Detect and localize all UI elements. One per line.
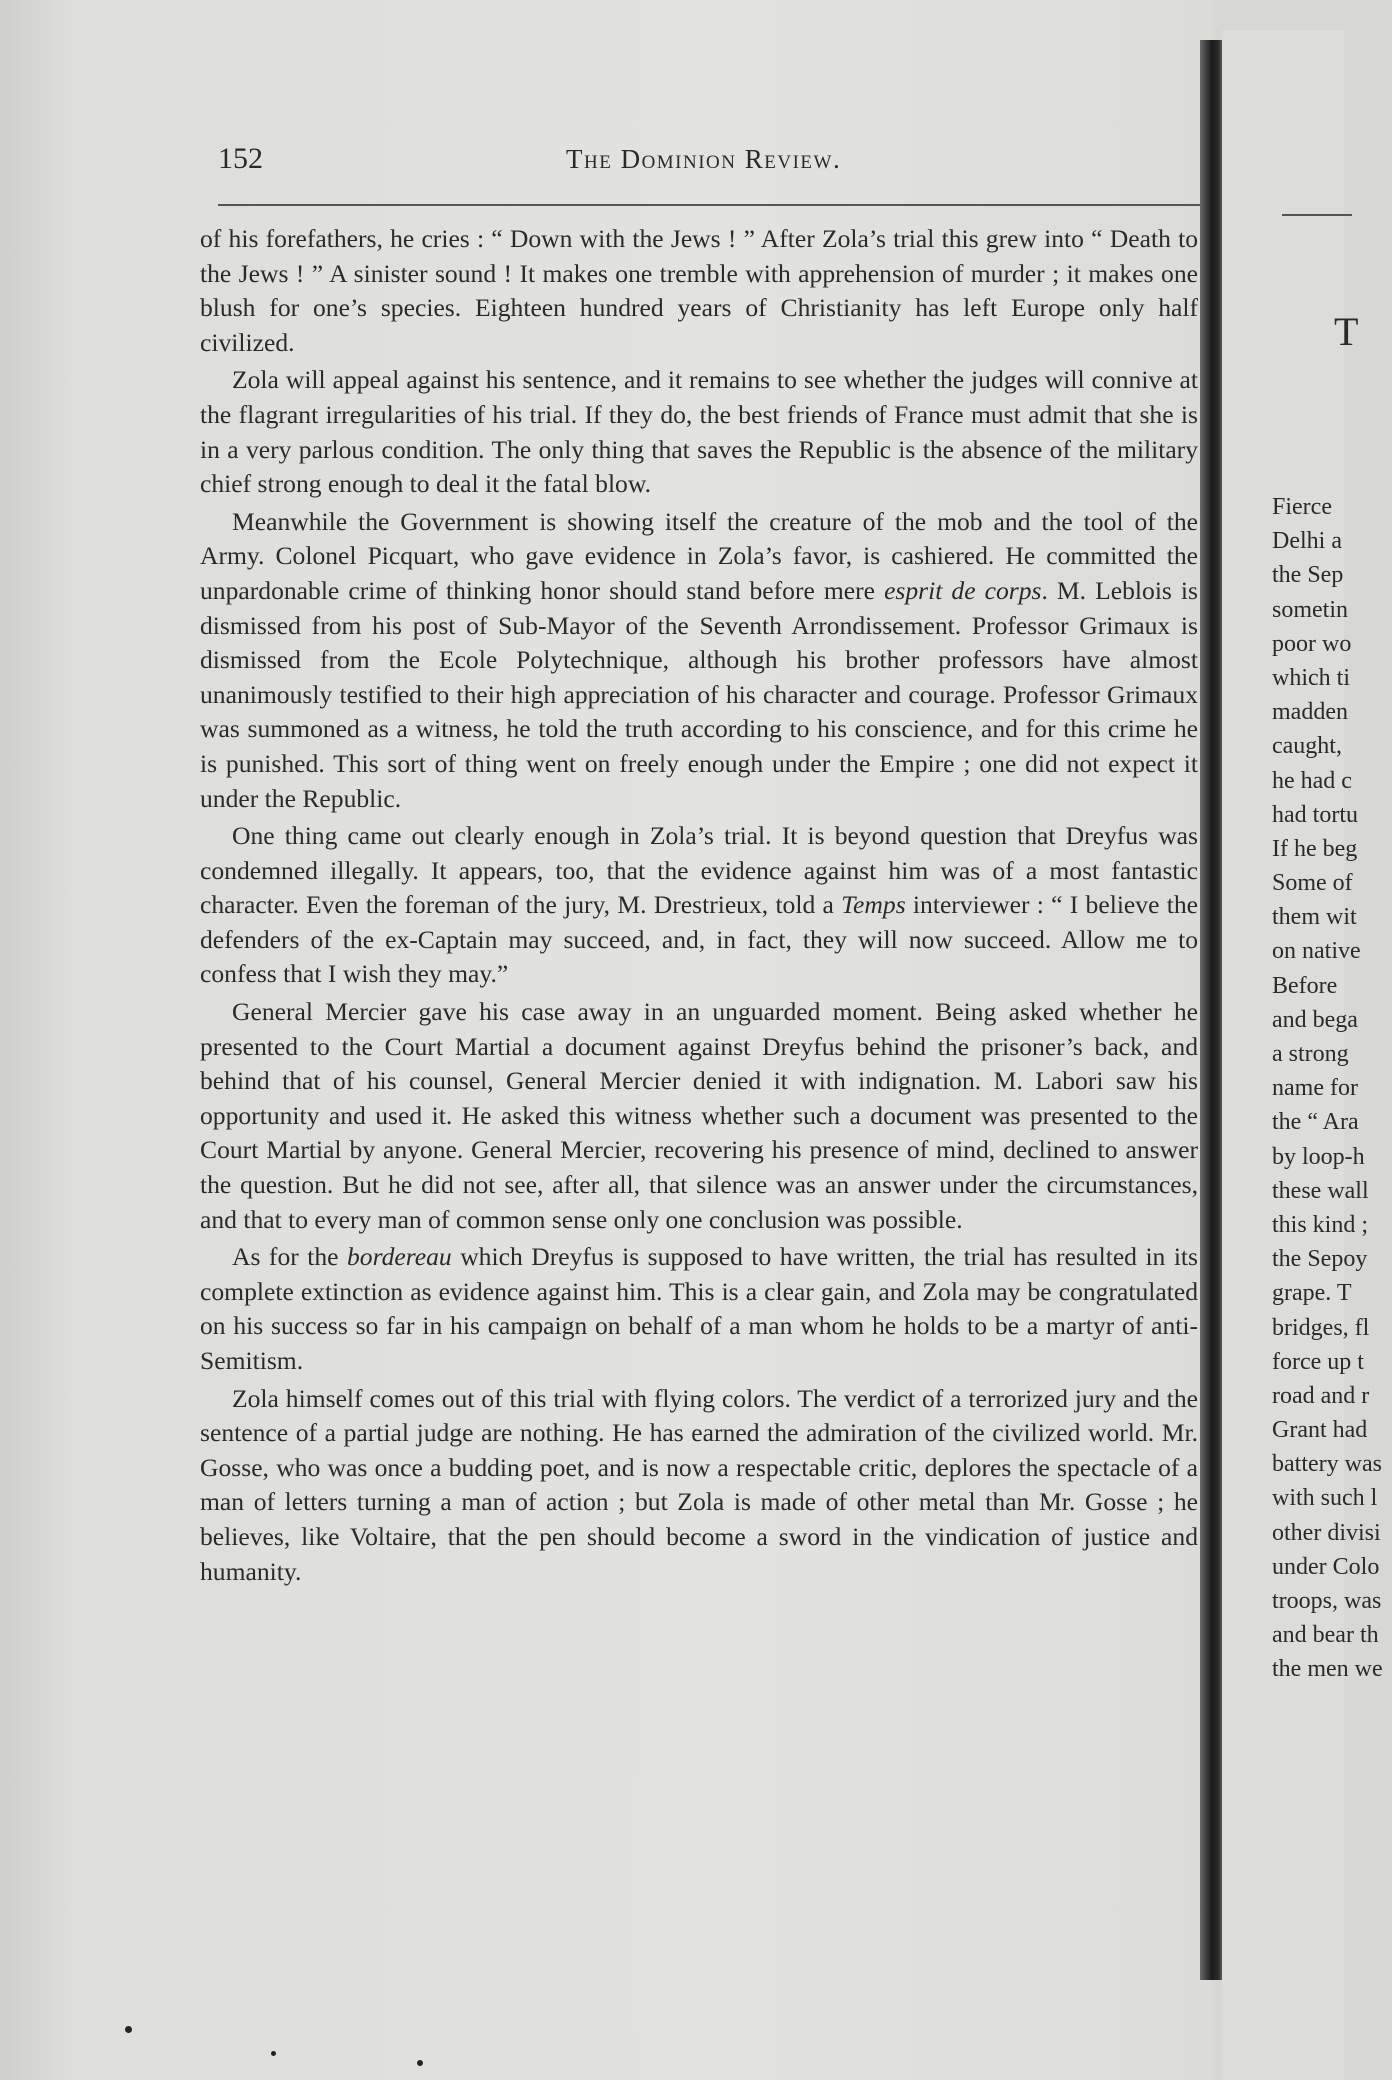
- facing-page-text: [1272, 490, 1392, 1687]
- facing-page-rule: [1282, 214, 1352, 216]
- facing-page-line: Grant had: [1272, 1417, 1368, 1444]
- facing-page-line: troops, was: [1272, 1588, 1382, 1614]
- facing-page-line: the men we: [1272, 1656, 1383, 1683]
- paragraph: Zola himself comes out of this trial with flying colors. The verdict of a terrorized jury and the sentence of a partial judge are nothing. He has earned the admiration of the civilized world. Mr. Gosse, who was once a budding poet, and is now a respectable critic, deplores the spectacle of a man of letters turning a man of action ; but Zola is made of other metal than Mr. Gosse ; he believes, like Voltaire, that the pen should become a sword in the vindication of justice and humanity.: [200, 1383, 1198, 1586]
- facing-page-line: poor wo: [1272, 630, 1352, 657]
- facing-page-line: had tortu: [1272, 801, 1358, 828]
- facing-page-line: with such l: [1272, 1485, 1378, 1512]
- paragraph: Meanwhile the Government is showing itself the creature of the mob and the tool of the Army. Colonel Picquart, who gave evidence in Zola’s favor, is cashiered. He committed the unpardonable crime of thinking honor should stand before mere esprit de corps. M. Leblois is dismissed from his post of Sub-Mayor of the Seventh Arrondissement. Professor Grimaux is dismissed from the Ecole Polytechnique, although his brother professors have almost unanimously testified to their high appreciation of his character and courage. Professor Grimaux was summoned as a witness, he told the truth according to his conscience, and for this crime he is punished. This sort of thing went on freely enough under the Empire ; one did not expect it under the Republic.: [200, 506, 1198, 813]
- facing-page-line: and bear th: [1272, 1622, 1379, 1649]
- running-head: [218, 142, 1188, 182]
- facing-page-line: If he beg: [1272, 835, 1358, 862]
- facing-page-line: he had c: [1272, 767, 1352, 794]
- print-speck: [125, 2026, 132, 2033]
- facing-page-line: under Colo: [1272, 1553, 1380, 1580]
- facing-page-line: battery was: [1272, 1451, 1382, 1478]
- article-body: [200, 222, 1198, 1589]
- facing-page-line: a strong: [1272, 1041, 1349, 1067]
- facing-page-line: Before: [1272, 972, 1338, 999]
- paragraph: General Mercier gave his case away in an unguarded moment. Being asked whether he presented to the Court Martial a document against Dreyfus behind the prisoner’s back, and behind that of his counsel, General Mercier denied it with indignation. M. Labori saw his opportunity and used it. He asked this witness whether such a document was presented to the Court Martial by anyone. General Mercier, recovering his presence of mind, declined to answer the question. But he did not see, after all, that silence was an answer under the circumstances, and that to every man of common sense only one conclusion was possible.: [200, 997, 1198, 1234]
- paragraph: Zola will appeal against his sentence, and it remains to see whether the judges will connive at the flagrant irregularities of his trial. If they do, the best friends of France must admit that she is in a very parlous condition. The only thing that saves the Republic is the absence of the military chief strong enough to deal it the fatal blow.: [200, 365, 1198, 499]
- paragraph: One thing came out clearly enough in Zola’s trial. It is beyond question that Dreyfus was condemned illegally. It appears, too, that the evidence against him was of a most fantastic character. Even the foreman of the jury, M. Drestrieux, told a Temps interviewer : “ I believe the defenders of the ex-Captain may succeed, and, in fact, they will now succeed. Allow me to confess that I wish they may.”: [200, 821, 1198, 989]
- facing-page-line: Delhi a: [1272, 528, 1342, 555]
- facing-page: [1222, 30, 1383, 2080]
- facing-page-line: them wit: [1272, 904, 1357, 931]
- facing-page-line: the Sepoy: [1272, 1246, 1368, 1273]
- facing-page-line: which ti: [1272, 664, 1350, 691]
- facing-page-line: force up t: [1272, 1348, 1364, 1375]
- facing-page-line: name for: [1272, 1075, 1358, 1102]
- print-speck: [417, 2060, 423, 2066]
- facing-page-line: caught,: [1272, 733, 1342, 760]
- journal-title: The Dominion Review.: [566, 144, 842, 174]
- facing-page-line: road and r: [1272, 1382, 1370, 1409]
- print-speck: [271, 2051, 276, 2056]
- facing-page-line: and bega: [1272, 1006, 1358, 1033]
- facing-page-heading: T: [1334, 309, 1359, 354]
- header-rule: [218, 204, 1200, 206]
- paragraph: As for the bordereau which Dreyfus is supposed to have written, the trial has resulted in its complete extinction as evidence against him. This is a clear gain, and Zola may be congratulated on his success so far in his campaign on behalf of a man whom he holds to be a martyr of anti-Semitism.: [200, 1242, 1199, 1375]
- facing-page-line: grape. T: [1272, 1280, 1352, 1307]
- facing-page-line: the Sep: [1272, 562, 1344, 589]
- facing-page-line: Some of: [1272, 870, 1353, 897]
- facing-page-line: this kind ;: [1272, 1211, 1369, 1238]
- facing-page-line: on native: [1272, 938, 1361, 965]
- facing-page-line: the “ Ara: [1272, 1109, 1359, 1136]
- facing-page-line: bridges, fl: [1272, 1314, 1370, 1341]
- facing-page-line: other divisi: [1272, 1519, 1381, 1546]
- facing-page-line: these wall: [1272, 1177, 1369, 1204]
- facing-page-line: by loop-h: [1272, 1143, 1365, 1170]
- facing-page-line: sometin: [1272, 596, 1348, 623]
- facing-page-line: madden: [1272, 699, 1348, 726]
- paragraph: of his forefathers, he cries : “ Down with the Jews ! ” After Zola’s trial this grew into “ Death to the Jews ! ” A sinister sound ! It makes one tremble with apprehension of murder ; it makes one blush for one’s species. Eighteen hundred years of Christianity has left Europe only half civilized.: [200, 224, 1198, 357]
- facing-page-line: Fierce: [1272, 494, 1332, 520]
- page-number: 152: [218, 142, 263, 175]
